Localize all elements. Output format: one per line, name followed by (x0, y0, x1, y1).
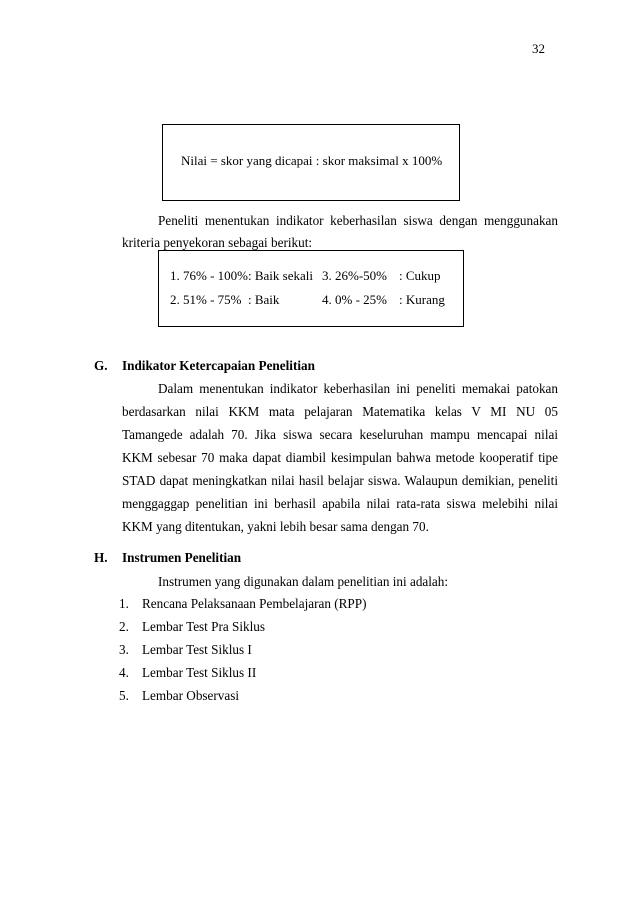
criteria-label: : Cukup (399, 268, 441, 283)
intro-line-1: Peneliti menentukan indikator keberhasilan siswa dengan menggunakan (158, 213, 558, 228)
section-h-intro: Instrumen yang digunakan dalam penelitian ini adalah: (158, 574, 449, 589)
criteria-label: : Kurang (399, 292, 445, 307)
intro-line-2: kriteria penyekoran sebagai berikut: (122, 235, 313, 250)
section-g-line-1: Dalam menentukan indikator keberhasilan ini peneliti memakai patokan (158, 381, 558, 396)
list-item-number: 4. (119, 665, 129, 680)
criteria-item: 3. 26%-50% (322, 268, 387, 283)
list-item-number: 2. (119, 619, 129, 634)
list-item-number: 1. (119, 596, 129, 611)
section-h-title: Instrumen Penelitian (122, 550, 242, 565)
list-item: Lembar Test Siklus I (142, 642, 252, 657)
section-g-line-7: KKM yang ditentukan, yakni lebih besar sama dengan 70. (122, 519, 429, 534)
list-item-number: 5. (119, 688, 129, 703)
section-g-line-2: berdasarkan nilai KKM mata pelajaran Matematika kelas V MI NU 05 (122, 404, 558, 419)
section-g-letter: G. (94, 358, 108, 373)
criteria-item: 2. 51% - 75% : Baik (170, 292, 280, 307)
list-item: Lembar Test Siklus II (142, 665, 257, 680)
list-item: Rencana Pelaksanaan Pembelajaran (RPP) (142, 596, 367, 611)
criteria-item: 4. 0% - 25% (322, 292, 387, 307)
list-item: Lembar Test Pra Siklus (142, 619, 266, 634)
formula-text: Nilai = skor yang dicapai : skor maksimal x 100% (181, 153, 443, 168)
section-g-line-5: STAD dapat meningkatkan nilai hasil belajar siswa. Walaupun demikian, peneliti (122, 473, 558, 488)
list-item: Lembar Observasi (142, 688, 240, 703)
page-number: 32 (532, 41, 545, 56)
list-item-number: 3. (119, 642, 129, 657)
section-h-letter: H. (94, 550, 108, 565)
section-g-line-4: KKM sebesar 70 maka dapat diambil kesimpulan bahwa metode kooperatif tipe (122, 450, 558, 465)
section-g-title: Indikator Ketercapaian Penelitian (122, 358, 315, 373)
criteria-box (158, 250, 464, 327)
section-g-line-3: Tamangede adalah 70. Jika siswa secara keseluruhan mampu mencapai nilai (122, 427, 558, 442)
criteria-item: 1. 76% - 100%: Baik sekali (170, 268, 313, 283)
section-g-line-6: menggaggap penelitian ini berhasil apabila nilai rata-rata siswa melebihi nilai (122, 496, 558, 511)
